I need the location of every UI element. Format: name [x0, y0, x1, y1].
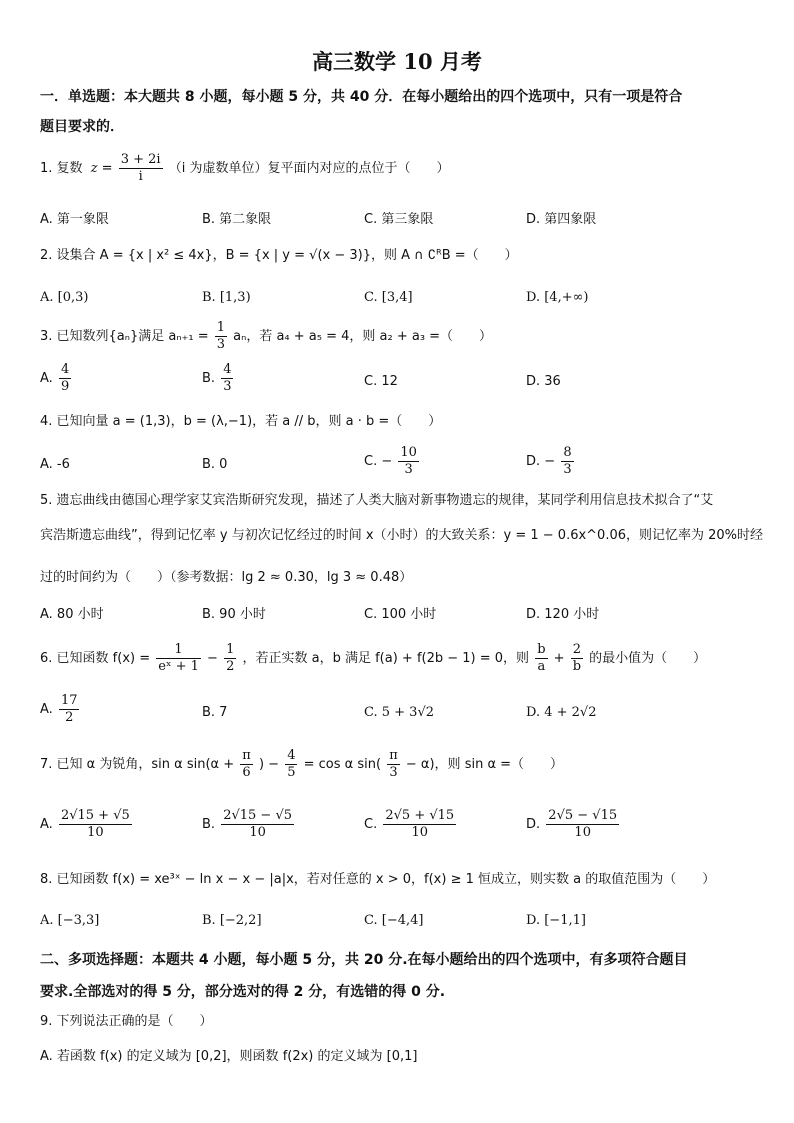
- question-9: 9. 下列说法正确的是（ ）: [40, 1014, 213, 1029]
- q8-option-c[interactable]: C. [−4,4]: [364, 913, 424, 928]
- q5-line3: 过的时间约为（ ）（参考数据：lg 2 ≈ 0.30，lg 3 ≈ 0.48）: [40, 570, 413, 585]
- q6-options: [40, 693, 760, 733]
- section2-line1: 二、多项选择题：本题共 4 小题，每小题 5 分，共 20 分.在每小题给出的四个选项中，有多项符合题目: [40, 952, 688, 968]
- q7-option-c[interactable]: C. $\frac{2√5 + √15}{10}$: [364, 808, 455, 840]
- q5-option-a[interactable]: A. 80 小时: [40, 607, 104, 622]
- section1-line1: 一．单选题：本大题共 8 小题，每小题 5 分，共 40 分．在每小题给出的四个选项中，只有一项是符合: [40, 89, 683, 105]
- q3-option-d[interactable]: D. 36: [526, 374, 561, 389]
- page-title: 高三数学 10 月考: [312, 49, 482, 74]
- q7-option-d[interactable]: D. $\frac{2√5 - √15}{10}$: [526, 808, 618, 840]
- q6-option-a[interactable]: A. $\frac{17}{2}$: [40, 693, 78, 725]
- q1-label: 1. 复数: [40, 161, 83, 176]
- q2-option-b[interactable]: B. [1,3): [202, 290, 251, 305]
- q2-option-a[interactable]: A. [0,3): [40, 290, 89, 305]
- q5-line2: 宾浩斯遗忘曲线”，得到记忆率 y 与初次记忆经过的时间 x（小时）的大致关系：y = 1 − 0.6x^0.06，则记忆率为 20%时经: [40, 528, 764, 543]
- question-4: 4. 已知向量 a = (1,3)，b = (λ,−1)，若 a // b，则 a · b =（ ）: [40, 414, 442, 429]
- section1-line2: 题目要求的．: [40, 119, 124, 135]
- q6-option-c[interactable]: C. 5 + 3√2: [364, 705, 435, 720]
- section2-line2: 要求.全部选对的得 5 分，部分选对的得 2 分，有选错的得 0 分.: [40, 984, 446, 1000]
- q5-option-b[interactable]: B. 90 小时: [202, 607, 266, 622]
- q8-option-a[interactable]: A. [−3,3]: [40, 913, 100, 928]
- question-2: 2. 设集合 A = {x | x² ≤ 4x}，B = {x | y = √(x − 3)}，则 A ∩ ∁ᴿB =（ ）: [40, 248, 518, 263]
- q9-option-a[interactable]: A. 若函数 f(x) 的定义域为 [0,2]，则函数 f(2x) 的定义域为 [0,1]: [40, 1049, 418, 1064]
- q1-fraction: $\frac{3 + 2i}{i}$: [120, 152, 161, 184]
- q4-options: [40, 445, 760, 485]
- q7-option-a[interactable]: A. $\frac{2√15 + √5}{10}$: [40, 808, 130, 840]
- q8-option-b[interactable]: B. [−2,2]: [202, 913, 262, 928]
- q1-options: [40, 210, 760, 234]
- question-5: 5. 遗忘曲线由德国心理学家艾宾浩斯研究发现，描述了人类大脑对新事物遗忘的规律，某同学利用信息技术拟合了“艾: [40, 493, 714, 508]
- q8-option-d[interactable]: D. [−1,1]: [526, 913, 586, 928]
- q3-option-a[interactable]: A. $\frac{4}{9}$: [40, 362, 70, 394]
- q8-options: [40, 911, 760, 935]
- q3-option-b[interactable]: B. $\frac{4}{3}$: [202, 362, 232, 394]
- q3-option-c[interactable]: C. 12: [364, 374, 398, 389]
- q7-options: [40, 808, 760, 848]
- q1-option-b[interactable]: B. 第二象限: [202, 212, 272, 227]
- q6-option-d[interactable]: D. 4 + 2√2: [526, 705, 597, 720]
- question-7: 7. 已知 α 为锐角，sin α sin(α + $\frac{\pi}{6}$ ) − $\frac{4}{5}$ = cos α sin( $\frac{\pi}{3}$ − α)，则 sin α =（ ）: [40, 748, 564, 780]
- q3-options: [40, 362, 760, 402]
- q1-stem: （i 为虚数单位）复平面内对应的点位于（ ）: [168, 161, 450, 176]
- q6-option-b[interactable]: B. 7: [202, 705, 228, 720]
- q4-option-d[interactable]: D. − $\frac{8}{3}$: [526, 445, 572, 477]
- question-3: 3. 已知数列{aₙ}满足 aₙ₊₁ = $\frac{1}{3}$ aₙ，若 a₄ + a₅ = 4，则 a₂ + a₃ =（ ）: [40, 320, 493, 352]
- q5-option-c[interactable]: C. 100 小时: [364, 607, 437, 622]
- question-6: 6. 已知函数 f(x) = $\frac{1}{\text{eˣ + 1}}$ − $\frac{1}{2}$ ，若正实数 a，b 满足 f(a) + f(2b − 1) = 0，则 $\frac{b}{a}$ + $\frac{2}{b}$ 的最小值为（ ）: [40, 642, 707, 674]
- q1-option-a[interactable]: A. 第一象限: [40, 212, 109, 227]
- q4-option-c[interactable]: C. − $\frac{10}{3}$: [364, 445, 417, 477]
- q4-option-a[interactable]: A. -6: [40, 457, 70, 472]
- q1-option-c[interactable]: C. 第三象限: [364, 212, 434, 227]
- q2-options: [40, 288, 760, 312]
- section1-heading: [40, 82, 760, 142]
- question-1: 1. 复数 z = $\frac{3 + 2i}{i}$ （i 为虚数单位）复平面内对应的点位于（ ）: [40, 152, 450, 184]
- q1-option-d[interactable]: D. 第四象限: [526, 212, 597, 227]
- q2-option-d[interactable]: D. [4,+∞): [526, 290, 589, 305]
- q5-option-d[interactable]: D. 120 小时: [526, 607, 600, 622]
- section2-heading: [40, 944, 760, 1008]
- q7-option-b[interactable]: B. $\frac{2√15 - √5}{10}$: [202, 808, 293, 840]
- q4-option-b[interactable]: B. 0: [202, 457, 228, 472]
- q2-option-c[interactable]: C. [3,4]: [364, 290, 413, 305]
- q5-options: [40, 605, 760, 629]
- question-8: 8. 已知函数 f(x) = xe³ˣ − ln x − x − |a|x，若对任意的 x > 0，f(x) ≥ 1 恒成立，则实数 a 的取值范围为（ ）: [40, 872, 716, 887]
